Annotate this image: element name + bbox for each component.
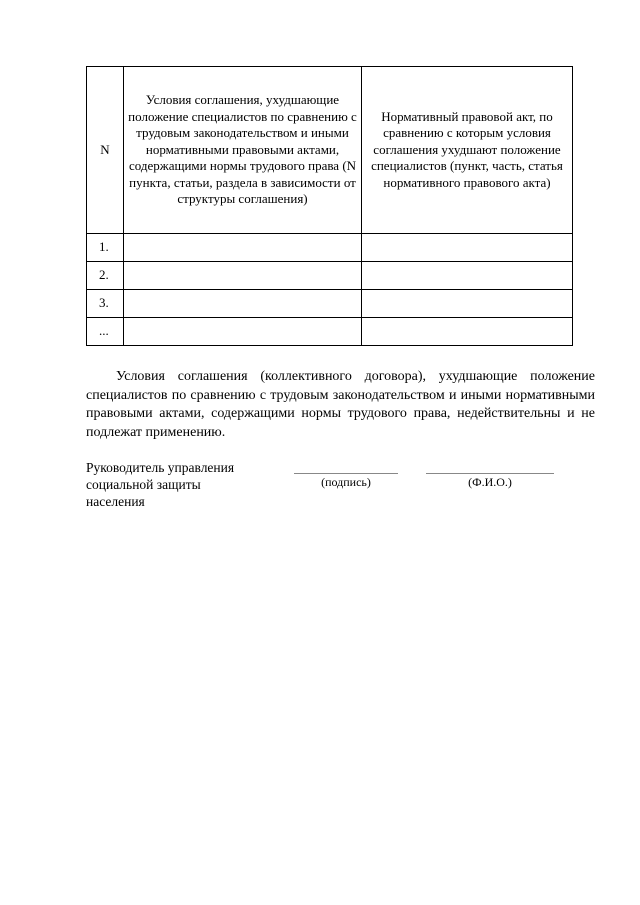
- row-number: 3.: [87, 290, 124, 318]
- position-line: Руководитель управления: [86, 460, 235, 475]
- row-act-cell: [362, 234, 573, 262]
- row-condition-cell: [124, 318, 362, 346]
- table-row: [87, 290, 573, 318]
- invalidity-paragraph: Условия соглашения (коллективного договора), ухудшающие положение специалистов по сравнению с трудовым законодательством и иными нормативными правовыми актами, содержащими нормы трудового права, недействительны и не подлежат применению.: [86, 369, 595, 440]
- row-number: 2.: [87, 262, 124, 290]
- table-row: [87, 318, 573, 346]
- row-condition-cell: [124, 234, 362, 262]
- conditions-table: [86, 66, 573, 346]
- header-condition: Условия соглашения, ухудшающие положение специалистов по сравнению с трудовым законодательством и иными нормативными правовыми актами, содержащими нормы трудового права (N пункта, статьи, раздела в зависимости от структуры соглашения): [124, 67, 362, 234]
- row-number: 1.: [87, 234, 124, 262]
- row-condition-cell: [124, 262, 362, 290]
- row-act-cell: [362, 290, 573, 318]
- row-act-cell: [362, 318, 573, 346]
- table-row: [87, 234, 573, 262]
- signatory-position: [86, 459, 276, 510]
- position-line: населения: [86, 494, 145, 509]
- header-number: N: [87, 67, 124, 234]
- position-line: социальной защиты: [86, 477, 201, 492]
- signature-line: [294, 473, 398, 474]
- row-number: ...: [87, 318, 124, 346]
- table-row: [87, 262, 573, 290]
- table-header-row: [87, 67, 573, 234]
- row-act-cell: [362, 262, 573, 290]
- name-line: [426, 473, 554, 474]
- row-condition-cell: [124, 290, 362, 318]
- signature-caption: (подпись): [321, 475, 371, 489]
- header-normative-act: Нормативный правовой акт, по сравнению с которым условия соглашения ухудшают положение специалистов (пункт, часть, статья нормативного правового акта): [362, 67, 573, 234]
- name-caption: (Ф.И.О.): [468, 475, 512, 489]
